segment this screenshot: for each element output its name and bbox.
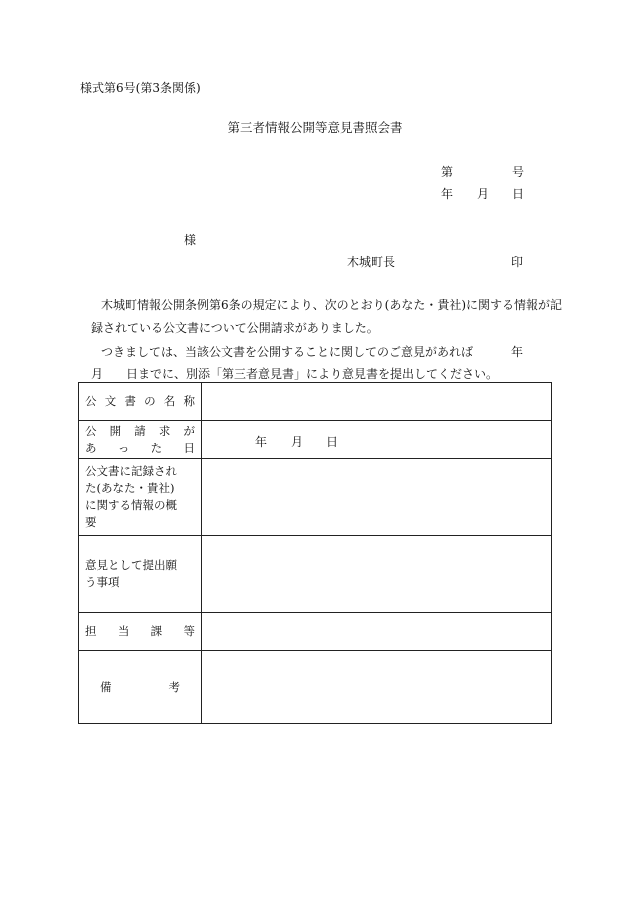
- reference-number-prefix: 第: [441, 165, 454, 179]
- label-char: 公: [85, 394, 97, 408]
- addressee-honorific: 様: [184, 233, 197, 247]
- value-remarks[interactable]: [202, 651, 552, 724]
- label-request-date: [79, 421, 202, 459]
- value-document-name[interactable]: [202, 383, 552, 421]
- body-line-1: 木城町情報公開条例第6条の規定により、次のとおり(あなた・貴社)に関する情報が記: [101, 298, 563, 312]
- information-table: [78, 382, 552, 724]
- label-char: 求: [158, 423, 171, 438]
- request-date-month: 月: [291, 435, 304, 449]
- value-info-summary[interactable]: [202, 459, 552, 536]
- label-line: た(あなた・貴社): [85, 481, 175, 495]
- label-document-name: [79, 383, 202, 421]
- label-line: う事項: [85, 575, 120, 589]
- label-char: 当: [117, 624, 130, 638]
- label-char: あ: [85, 440, 97, 455]
- label-char: 考: [168, 679, 180, 694]
- label-char: 名: [163, 394, 176, 408]
- body-line-2: 録されている公文書について公開請求がありました。: [91, 321, 379, 335]
- table-row: [79, 536, 552, 613]
- form-number: 様式第6号(第3条関係): [80, 81, 201, 95]
- label-char: っ: [117, 440, 130, 455]
- label-char: 公: [85, 423, 97, 438]
- label-opinion-items: [79, 536, 202, 613]
- table-row: [79, 383, 552, 421]
- label-char: 課: [150, 624, 163, 638]
- request-date-year: 年: [255, 435, 268, 449]
- label-line: に関する情報の概: [85, 498, 177, 512]
- table-row: [79, 421, 552, 459]
- seal-mark: 印: [511, 255, 524, 269]
- deadline-month: 月: [91, 367, 104, 381]
- table-row: [79, 459, 552, 536]
- value-request-date[interactable]: [202, 421, 552, 459]
- label-char: 開: [109, 423, 122, 438]
- body-line-3: つきましては、当該公文書を公開することに関してのご意見があれば: [101, 345, 474, 359]
- label-char: 書: [124, 394, 136, 408]
- issue-date-year: 年: [441, 187, 454, 201]
- issue-date-day: 日: [512, 187, 525, 201]
- label-line: 公文書に記録され: [85, 464, 177, 478]
- value-department[interactable]: [202, 613, 552, 651]
- label-char: 等: [183, 624, 195, 638]
- document-title: 第三者情報公開等意見書照会書: [227, 120, 403, 135]
- reference-number-suffix: 号: [512, 165, 525, 179]
- label-char: 請: [134, 423, 146, 438]
- value-opinion-items[interactable]: [202, 536, 552, 613]
- label-department: [79, 613, 202, 651]
- label-char: 称: [183, 394, 195, 408]
- label-char: た: [150, 440, 163, 455]
- label-line: 意見として提出願: [85, 558, 177, 572]
- label-line: 要: [85, 515, 97, 529]
- label-char: 備: [100, 679, 112, 694]
- request-date-day: 日: [326, 435, 339, 449]
- label-char: が: [183, 423, 195, 438]
- label-remarks: [79, 651, 202, 724]
- label-char: 日: [183, 440, 195, 455]
- label-info-summary: [79, 459, 202, 536]
- body-line-4: 日までに、別添「第三者意見書」により意見書を提出してください。: [126, 367, 499, 381]
- label-char: 文: [104, 394, 117, 408]
- table-row: [79, 651, 552, 724]
- issue-date-month: 月: [477, 187, 490, 201]
- table-row: [79, 613, 552, 651]
- sender-name: 木城町長: [347, 255, 396, 269]
- label-char: 担: [85, 624, 97, 638]
- deadline-year: 年: [511, 345, 524, 359]
- label-char: の: [144, 394, 156, 408]
